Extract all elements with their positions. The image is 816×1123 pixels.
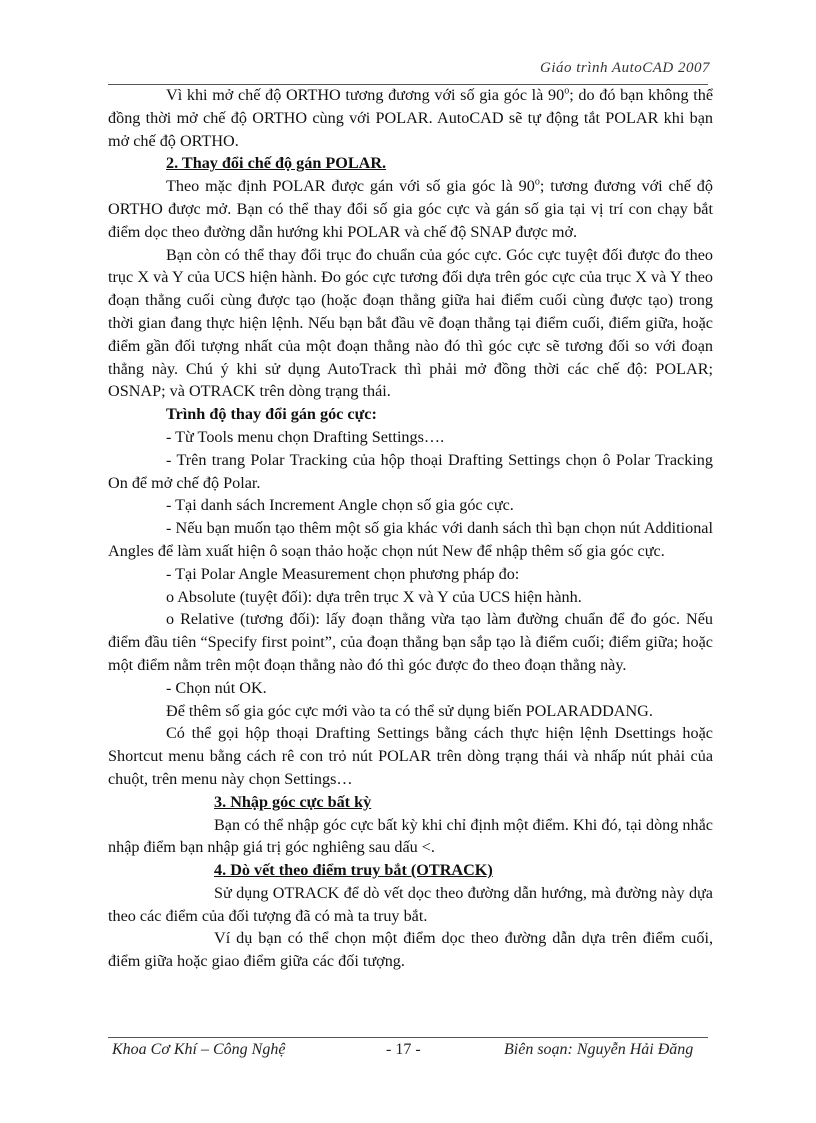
- paragraph-polaraddang: Để thêm số gia góc cực mới vào ta có thể sử dụng biến POLARADDANG.: [166, 701, 653, 720]
- footer-author: Biên soạn: Nguyễn Hải Đăng: [504, 1041, 694, 1058]
- step-item: - Tại danh sách Increment Angle chọn số gia góc cực.: [166, 496, 514, 515]
- paragraph-any-angle: Bạn có thể nhập góc cực bất kỳ khi chỉ định một điểm. Khi đó, tại dòng nhắc nhập điểm bạn nhập giá trị góc nghiêng sau dấu <.: [108, 815, 713, 857]
- step-item: - Tại Polar Angle Measurement chọn phương pháp đo:: [166, 564, 520, 583]
- page-number: - 17 -: [386, 1041, 421, 1058]
- paragraph-dsettings: Có thể gọi hộp thoại Drafting Settings bằng cách thực hiện lệnh Dsettings hoặc Shortcut menu bằng cách rê con trỏ nút POLAR trên dòng trạng thái và nhấp nút phải của chuột, trên menu này chọn Settings…: [108, 724, 713, 788]
- paragraph-polar-axis: Bạn còn có thể thay đổi trục đo chuẩn của góc cực. Góc cực tuyệt đối được đo theo trục X và Y của UCS hiện hành. Đo góc cực tương đối dựa trên góc cực của trục X và Y theo đoạn thẳng cuối cùng được tạo (hoặc đoạn thẳng giữa hai điểm cuối cùng được tạo) trong thời gian đang thực hiện lệnh. Nếu bạn bắt đầu vẽ đoạn thẳng tại điểm cuối, điểm giữa, hoặc điểm gần đối tượng nhất của một đoạn thẳng nào đó thì góc cực sẽ tương đối so với đoạn thẳng này. Chú ý khi sử dụng AutoTrack thì phải mở đồng thời các chế độ: POLAR; OSNAP; và OTRACK trên dòng trạng thái.: [108, 245, 713, 401]
- step-item: - Nếu bạn muốn tạo thêm một số gia khác với danh sách thì bạn chọn nút Additional Angles để làm xuất hiện ô soạn thảo hoặc chọn nút New để nhập thêm số gia góc cực.: [108, 519, 713, 560]
- paragraph-ortho-note: Vì khi mở chế độ ORTHO tương đương với số gia góc là 90$^o$; do đó bạn không thể đồng thời mở chế độ ORTHO cùng với POLAR. AutoCAD sẽ tự động tắt POLAR khi bạn mở chế độ ORTHO.: [108, 85, 713, 150]
- sub-step-item: o Absolute (tuyệt đối): dựa trên trục X và Y của UCS hiện hành.: [166, 587, 582, 606]
- step-item: - Chọn nút OK.: [166, 678, 267, 697]
- procedure-heading: Trình độ thay đổi gán góc cực:: [166, 405, 377, 424]
- section-heading-4: 4. Dò vết theo điểm truy bắt (OTRACK): [214, 861, 493, 880]
- paragraph-otrack: Sử dụng OTRACK để dò vết dọc theo đường dẫn hướng, mà đường này dựa theo các điểm của đối tượng đã có mà ta truy bắt.: [108, 883, 713, 925]
- page-header: Giáo trình AutoCAD 2007: [540, 60, 710, 76]
- document-body: [108, 84, 713, 973]
- step-item: - Từ Tools menu chọn Drafting Settings….: [166, 427, 445, 446]
- paragraph-polar-default: Theo mặc định POLAR được gán với số gia góc là 90$^o$; tương đương với chế độ ORTHO được mở. Bạn có thể thay đổi số gia góc cực và gán số gia tại vị trí con chạy bắt điểm dọc theo đường dẫn hướng khi POLAR và chế độ SNAP được mở.: [108, 176, 713, 241]
- footer-department: Khoa Cơ Khí – Công Nghệ: [112, 1041, 286, 1058]
- paragraph-example: Ví dụ bạn có thể chọn một điểm dọc theo đường dẫn dựa trên điểm cuối, điểm giữa hoặc giao điểm giữa các đối tượng.: [108, 929, 713, 971]
- section-heading-3: 3. Nhập góc cực bất kỳ: [214, 792, 372, 811]
- step-item: - Trên trang Polar Tracking của hộp thoại Drafting Settings chọn ô Polar Tracking On để mở chế độ Polar.: [108, 450, 713, 492]
- sub-step-item: o Relative (tương đối): lấy đoạn thẳng vừa tạo làm đường chuẩn để đo góc. Nếu điểm đầu tiên “Specify first point”, của đoạn thẳng bạn sắp tạo là điểm cuối; điểm giữa; hoặc một điểm nằm trên một đoạn thẳng nào đó thì góc được đo theo đoạn thẳng này.: [108, 610, 713, 674]
- footer-rule: [108, 1037, 708, 1038]
- section-heading-2: 2. Thay đổi chế độ gán POLAR.: [166, 154, 387, 173]
